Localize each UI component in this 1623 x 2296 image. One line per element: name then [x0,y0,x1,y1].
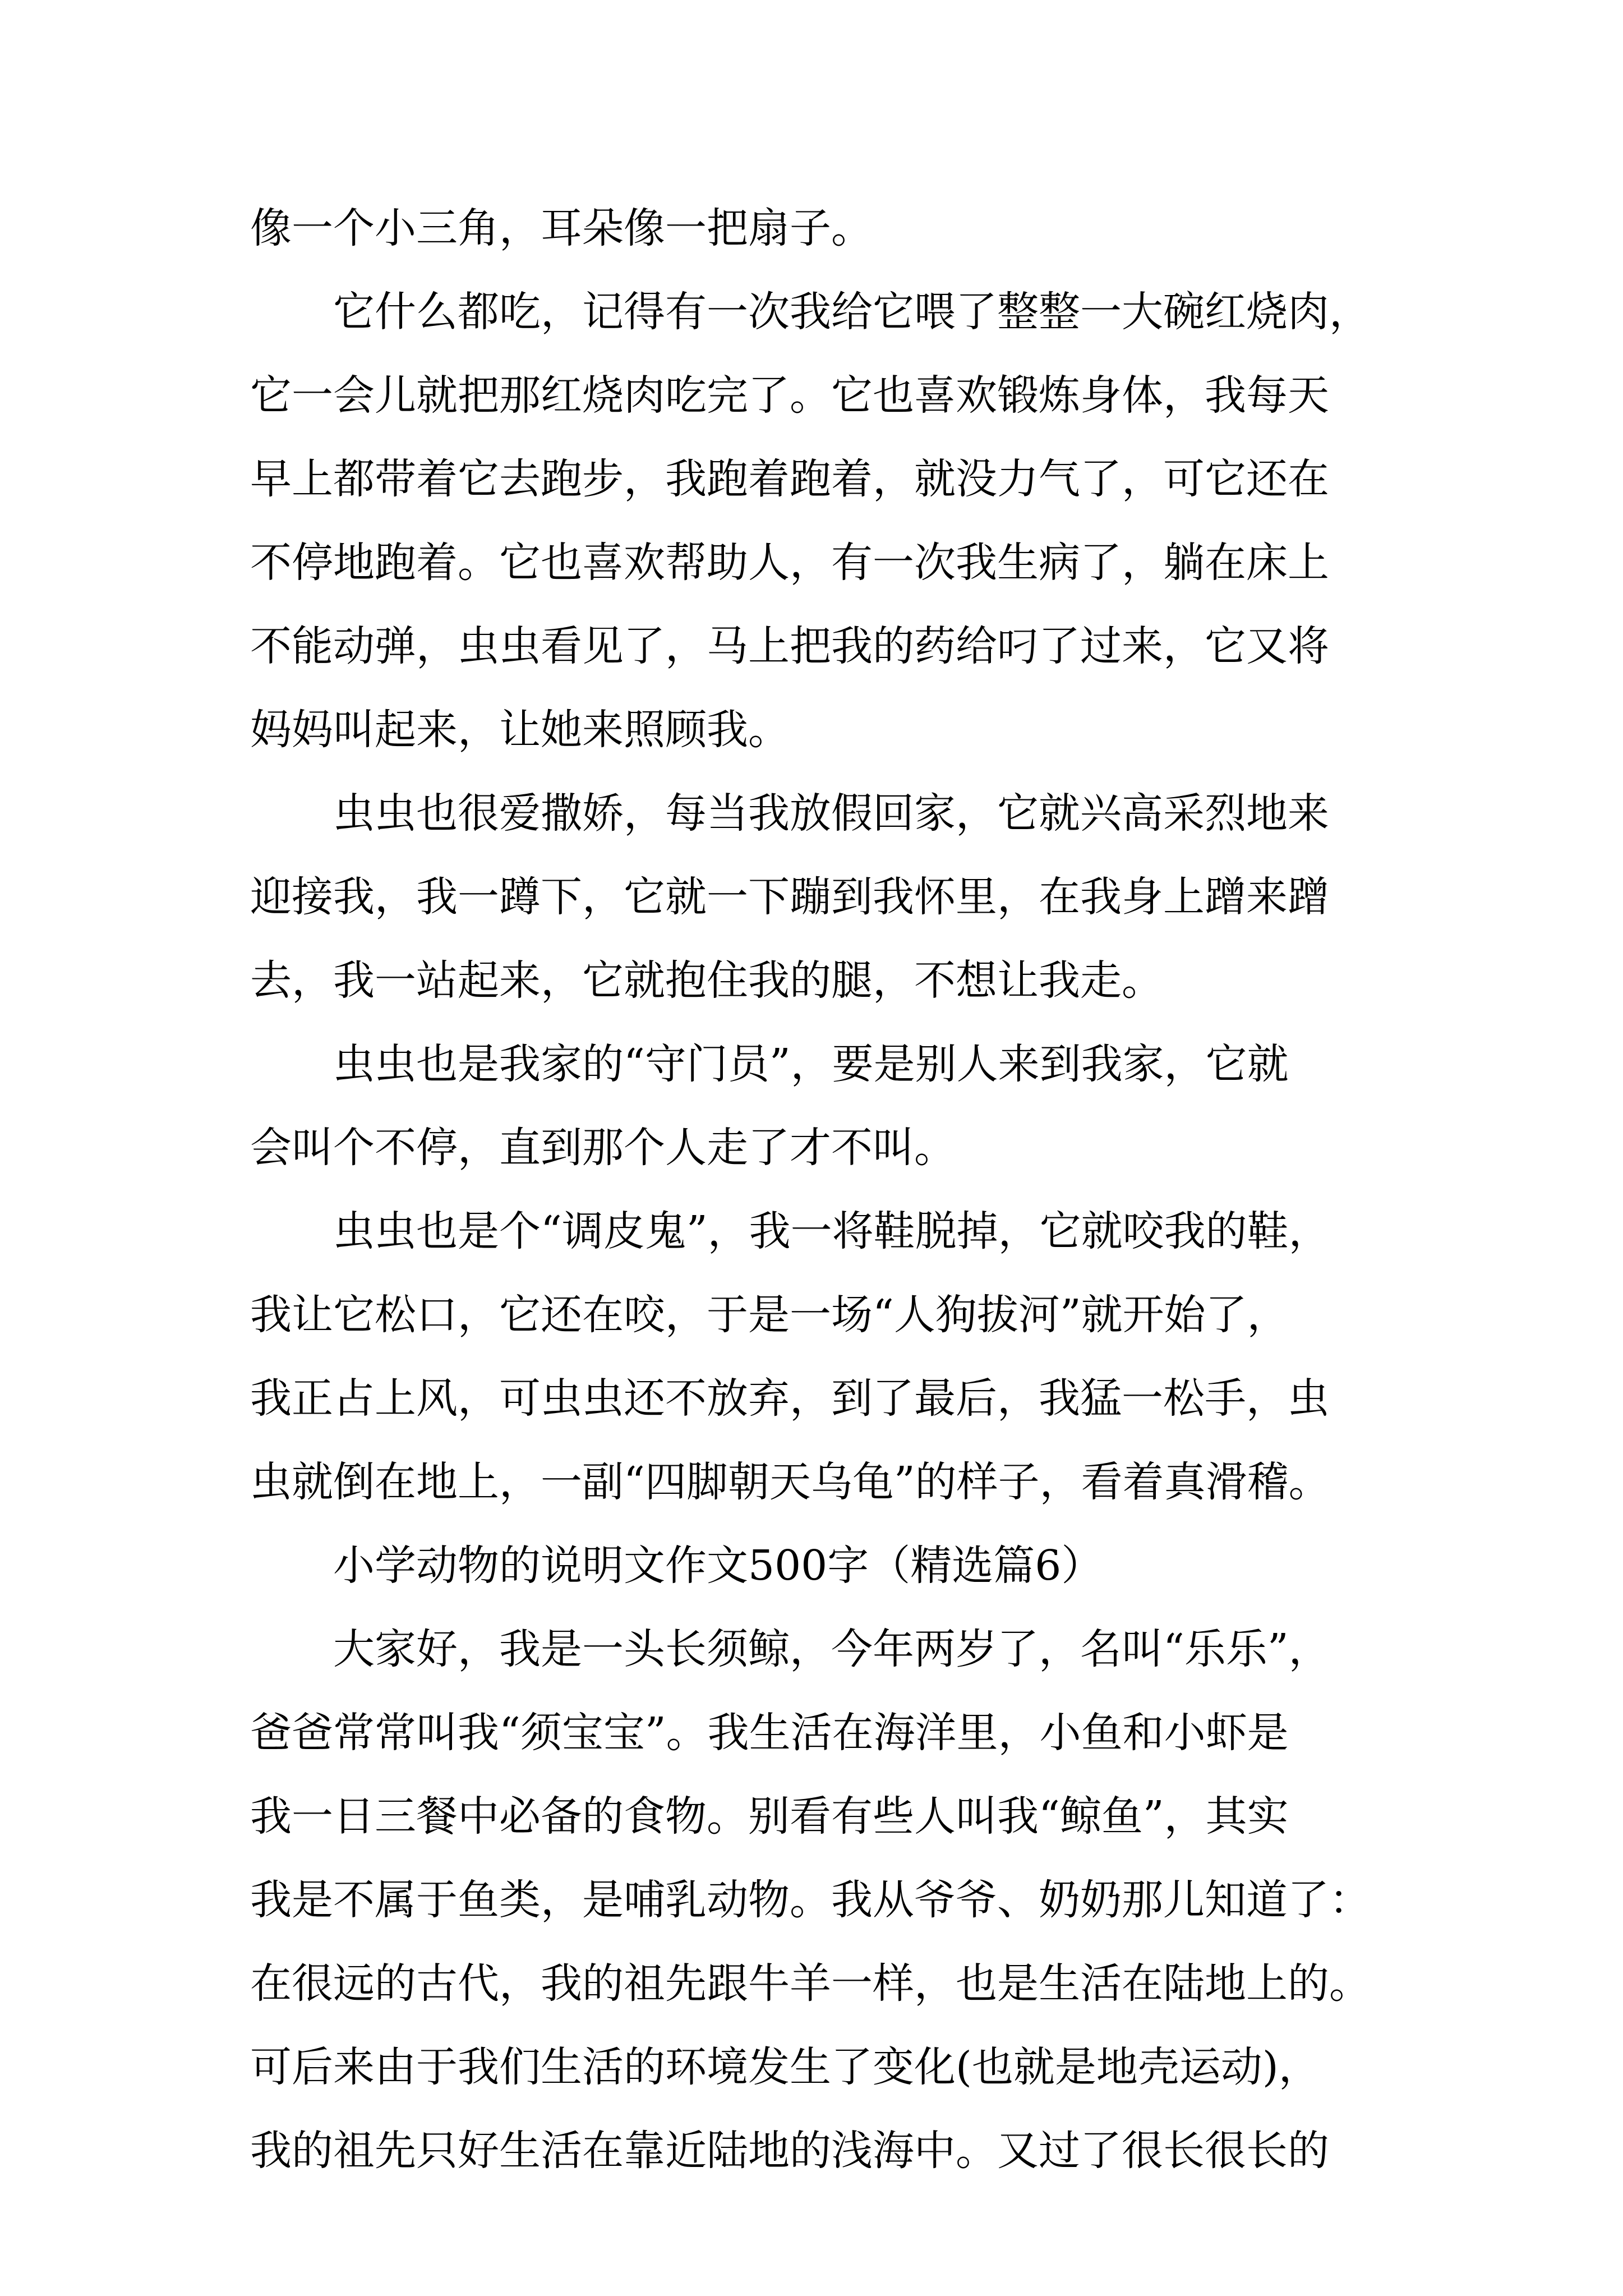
text-line: 妈妈叫起来，让她来照顾我。 [250,706,790,754]
text-line: 我一日三餐中必备的食物。别看有些人叫我“鲸鱼”，其实 [250,1792,1289,1841]
text-line: 虫就倒在地上，一副“四脚朝天乌龟”的样子，看着真滑稽。 [250,1458,1330,1506]
text-line: 不能动弹，虫虫看见了，马上把我的药给叼了过来，它又将 [250,622,1329,670]
paragraph-line: 虫虫也是个“调皮鬼”，我一将鞋脱掉，它就咬我的鞋， [333,1207,1330,1255]
text-line: 会叫个不停，直到那个人走了才不叫。 [250,1124,956,1172]
text-line: 爸爸常常叫我“须宝宝”。我生活在海洋里，小鱼和小虾是 [250,1709,1289,1757]
paragraph-line: 它什么都吃，记得有一次我给它喂了整整一大碗红烧肉， [333,288,1371,336]
paragraph-line: 虫虫也是我家的“守门员”，要是别人来到我家，它就 [333,1040,1289,1088]
text-line: 它一会儿就把那红烧肉吃完了。它也喜欢锻炼身体，我每天 [250,371,1329,420]
paragraph-line: 大家好，我是一头长须鲸，今年两岁了，名叫“乐乐”， [333,1625,1330,1673]
text-line: 我让它松口，它还在咬，于是一场“人狗拔河”就开始了， [250,1291,1289,1339]
text-line: 在很远的古代，我的祖先跟牛羊一样，也是生活在陆地上的。 [250,1959,1371,2008]
text-line: 不停地跑着。它也喜欢帮助人，有一次我生病了，躺在床上 [250,539,1329,587]
text-line: 我是不属于鱼类，是哺乳动物。我从爷爷、奶奶那儿知道了： [250,1876,1371,1924]
section-heading: 小学动物的说明文作文500字（精选篇6） [333,1542,1103,1590]
text-line: 迎接我，我一蹲下，它就一下蹦到我怀里，在我身上蹭来蹭 [250,873,1329,921]
text-line: 像一个小三角，耳朵像一把扇子。 [250,204,873,252]
text-line: 早上都带着它去跑步，我跑着跑着，就没力气了，可它还在 [250,455,1329,503]
text-line: 可后来由于我们生活的环境发生了变化(也就是地壳运动)， [250,2043,1320,2091]
paragraph-line: 虫虫也很爱撒娇，每当我放假回家，它就兴高采烈地来 [333,789,1329,838]
text-line: 我的祖先只好生活在靠近陆地的浅海中。又过了很长很长的 [250,2127,1329,2175]
text-line: 去，我一站起来，它就抱住我的腿，不想让我走。 [250,956,1163,1005]
text-line: 我正占上风，可虫虫还不放弃，到了最后，我猛一松手，虫 [250,1374,1329,1423]
